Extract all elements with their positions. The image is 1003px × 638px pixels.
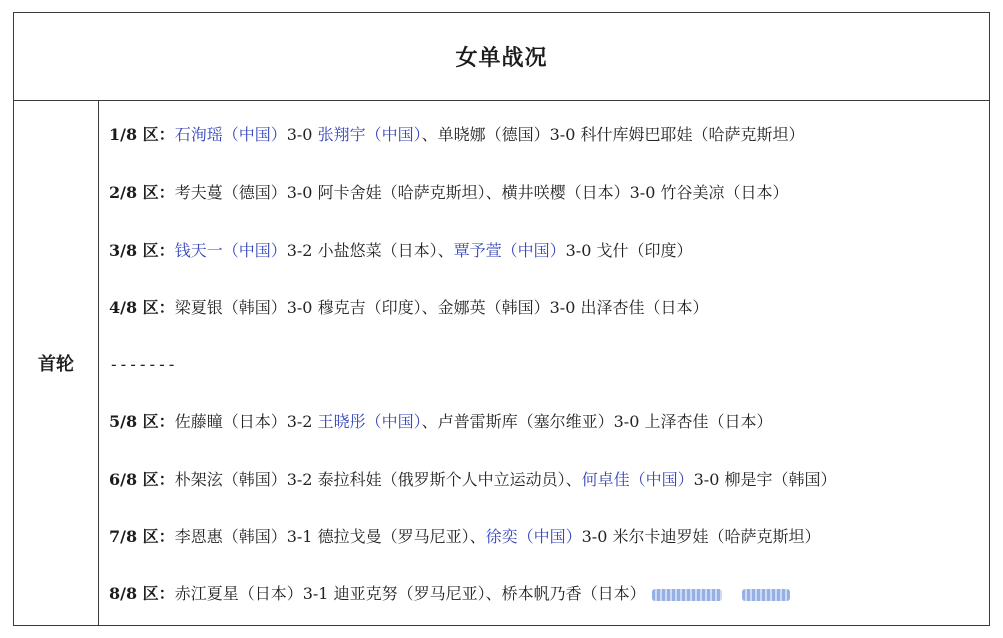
player-name: 穆克吉（印度） xyxy=(317,298,422,317)
score: 3-0 xyxy=(286,183,313,202)
player-name: 李恩惠（韩国） xyxy=(174,527,287,546)
result-line-7 xyxy=(109,526,820,548)
player-name: 桥本帆乃香（日本） xyxy=(501,584,646,603)
player-name: 戈什（印度） xyxy=(596,241,693,260)
score: 3-2 xyxy=(286,241,313,260)
result-line-2 xyxy=(109,182,788,204)
result-line-3 xyxy=(109,240,692,262)
score: 3-0 xyxy=(549,125,576,144)
player-name: 钱天一（中国） xyxy=(174,241,287,260)
player-name: 金娜英（韩国） xyxy=(437,298,550,317)
player-name: 石洵瑶（中国） xyxy=(174,125,287,144)
zone-label: 3/8 区： xyxy=(109,241,175,260)
player-name: 卢普雷斯库（塞尔维亚） xyxy=(437,412,614,431)
player-name: 梁夏银（韩国） xyxy=(174,298,287,317)
table-title: 女单战况 xyxy=(455,45,548,71)
round-label: 首轮 xyxy=(38,353,74,375)
player-name: 横井咲樱（日本） xyxy=(501,183,630,202)
player-name: 出泽杏佳（日本） xyxy=(580,298,709,317)
results-content xyxy=(99,100,989,625)
score: 3-0 xyxy=(629,183,656,202)
player-name: 王晓彤（中国） xyxy=(317,412,422,431)
player-name: 迪亚克努（罗马尼亚） xyxy=(333,584,486,603)
result-line-4 xyxy=(109,297,708,319)
player-name: 竹谷美凉（日本） xyxy=(660,183,789,202)
player-name: 张翔宇（中国） xyxy=(317,125,422,144)
zone-label: 1/8 区： xyxy=(109,125,175,144)
score: 3-0 xyxy=(286,125,313,144)
separator-comma: 、 xyxy=(469,527,486,546)
player-name: 徐奕（中国） xyxy=(485,527,582,546)
player-name: 单晓娜（德国） xyxy=(437,125,550,144)
player-name: 上泽杏佳（日本） xyxy=(644,412,773,431)
score: 3-0 xyxy=(286,298,313,317)
player-name: 考夫蔓（德国） xyxy=(174,183,287,202)
separator-comma: 、 xyxy=(421,298,438,317)
separator-comma: 、 xyxy=(485,183,502,202)
separator-comma: 、 xyxy=(485,584,502,603)
result-line-1 xyxy=(109,124,804,146)
table-title-row xyxy=(14,13,989,101)
score: 3-0 xyxy=(613,412,640,431)
player-name: 泰拉科娃（俄罗斯个人中立运动员） xyxy=(317,470,566,489)
player-name: 科什库姆巴耶娃（哈萨克斯坦） xyxy=(580,125,805,144)
result-line-5 xyxy=(109,411,772,433)
score: 3-2 xyxy=(286,470,313,489)
player-name: 何卓佳（中国） xyxy=(581,470,694,489)
player-name: 赤江夏星（日本） xyxy=(174,584,303,603)
score: 3-0 xyxy=(549,298,576,317)
player-name: 佐藤瞳（日本） xyxy=(174,412,287,431)
player-name: 覃予萱（中国） xyxy=(453,241,566,260)
player-name: 米尔卡迪罗娃（哈萨克斯坦） xyxy=(612,527,821,546)
player-name: 阿卡舍娃（哈萨克斯坦） xyxy=(317,183,486,202)
round-label-cell xyxy=(14,100,99,625)
zone-label: 7/8 区： xyxy=(109,527,175,546)
result-line-6 xyxy=(109,469,836,491)
player-name: 德拉戈曼（罗马尼亚） xyxy=(317,527,470,546)
results-table xyxy=(13,12,990,626)
zone-label: 6/8 区： xyxy=(109,470,175,489)
score: 3-1 xyxy=(302,584,329,603)
player-name: 小盐悠菜（日本） xyxy=(317,241,438,260)
player-name: 朴架泫（韩国） xyxy=(174,470,287,489)
separator-comma: 、 xyxy=(437,241,454,260)
obscured-text xyxy=(652,589,722,601)
player-name: 柳是宇（韩国） xyxy=(724,470,837,489)
separator-comma: 、 xyxy=(421,412,438,431)
obscured-text xyxy=(742,589,790,601)
score: 3-0 xyxy=(693,470,720,489)
separator-comma: 、 xyxy=(565,470,582,489)
score: 3-0 xyxy=(565,241,592,260)
score: 3-1 xyxy=(286,527,313,546)
separator-comma: 、 xyxy=(421,125,438,144)
result-line-8 xyxy=(109,583,790,605)
zone-label: 8/8 区： xyxy=(109,584,175,603)
zone-label: 4/8 区： xyxy=(109,298,175,317)
section-divider: ------- xyxy=(109,355,177,374)
score: 3-0 xyxy=(581,527,608,546)
zone-label: 2/8 区： xyxy=(109,183,175,202)
zone-label: 5/8 区： xyxy=(109,412,175,431)
score: 3-2 xyxy=(286,412,313,431)
